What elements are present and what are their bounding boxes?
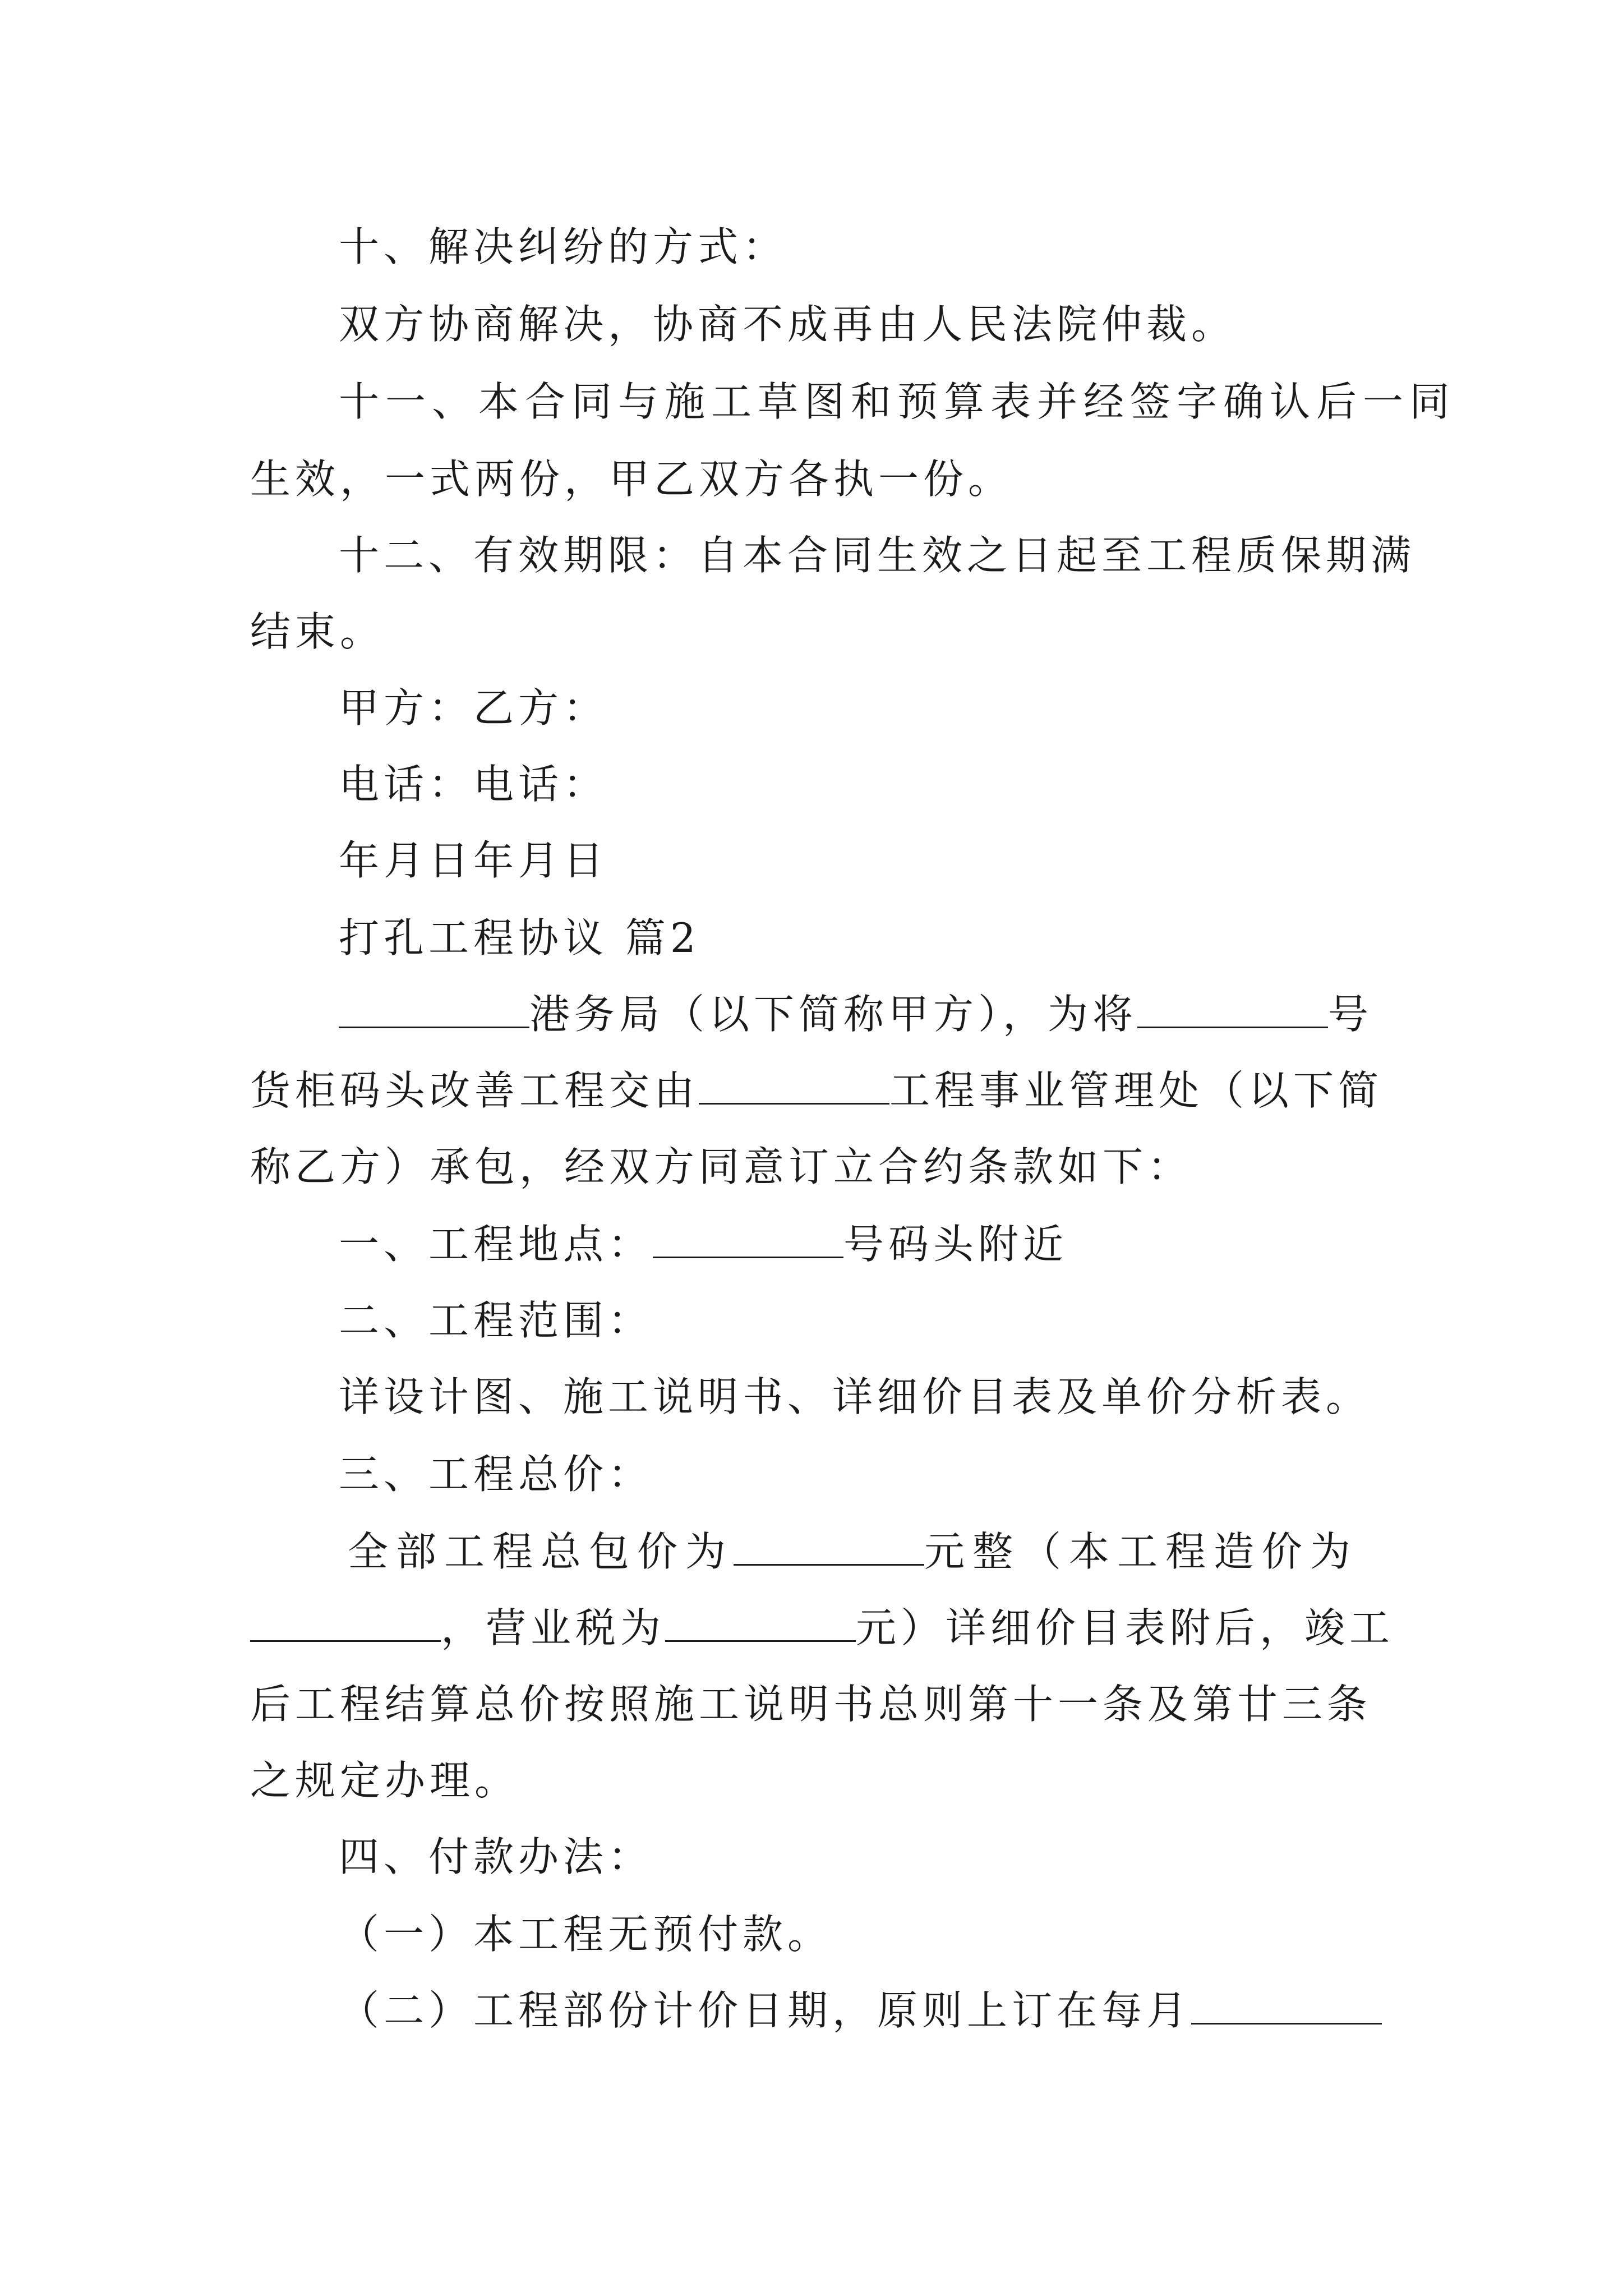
item3-line2 [250, 1594, 1395, 1662]
doc2-intro-line2 [250, 1057, 1383, 1124]
doc2-intro-line1 [339, 981, 1383, 1048]
item1-line [339, 1211, 1472, 1278]
signature-parties: 甲方：乙方： [339, 684, 608, 731]
blank-field [665, 1601, 856, 1642]
item2-label: 二、工程范围： [339, 1297, 653, 1344]
section-12-line2: 结束。 [250, 608, 385, 655]
intro-text-4: 工程事业管理处（以下简 [889, 1067, 1384, 1114]
item4-sub2-text: （二）工程部份计价日期，原则上订在每月 [339, 1987, 1192, 2034]
section-11-text: 十一、本合同与施工草图和预算表并经签字确认后一同 [339, 378, 1456, 425]
doc2-title: 打孔工程协议 篇2 [339, 914, 700, 961]
item3-text-4: 元）详细价目表附后，竣工 [856, 1604, 1395, 1651]
item4-sub2 [339, 1977, 1383, 2044]
blank-field [1191, 1984, 1382, 2024]
item3-label: 三、工程总价： [339, 1451, 653, 1498]
blank-field [653, 1217, 843, 1258]
section-10-heading: 十、解决纠纷的方式： [339, 223, 788, 270]
signature-phones: 电话：电话： [339, 761, 608, 808]
section-10-body: 双方协商解决，协商不成再由人民法院仲裁。 [339, 301, 1237, 348]
item3-text-2: 元整（本工程造价为 [924, 1528, 1359, 1575]
section-12-line1: 十二、有效期限：自本合同生效之日起至工程质保期满 [339, 532, 1416, 579]
intro-text-1: 港务局（以下简称甲方），为将 [529, 991, 1138, 1038]
blank-field [1137, 987, 1328, 1028]
intro-text-3: 货柜码头改善工程交由 [250, 1067, 699, 1114]
item3-text-1: 全部工程总包价为 [348, 1528, 734, 1575]
blank-field [699, 1064, 889, 1105]
blank-field [250, 1601, 441, 1642]
item3-line4: 之规定办理。 [250, 1757, 520, 1804]
section-11-line2: 生效，一式两份，甲乙双方各执一份。 [250, 455, 1013, 503]
item1-suffix: 号码头附近 [843, 1221, 1068, 1268]
doc2-intro-line3: 称乙方）承包，经双方同意订立合约条款如下： [250, 1143, 1193, 1190]
item3-text-3: ，营业税为 [441, 1604, 666, 1651]
item4-label: 四、付款办法： [339, 1833, 653, 1880]
item1-label: 一、工程地点： [339, 1221, 653, 1268]
item3-line3: 后工程结算总价按照施工说明书总则第十一条及第廿三条 [250, 1681, 1372, 1728]
signature-dates: 年月日年月日 [339, 837, 608, 884]
item2-body: 详设计图、施工说明书、详细价目表及单价分析表。 [339, 1373, 1371, 1420]
blank-field [734, 1525, 924, 1566]
section-11-line1 [339, 368, 1456, 435]
intro-text-2: 号 [1328, 991, 1373, 1038]
item4-sub1: （一）本工程无预付款。 [339, 1911, 833, 1958]
blank-field [339, 987, 529, 1028]
item3-line1 [348, 1518, 1383, 1585]
